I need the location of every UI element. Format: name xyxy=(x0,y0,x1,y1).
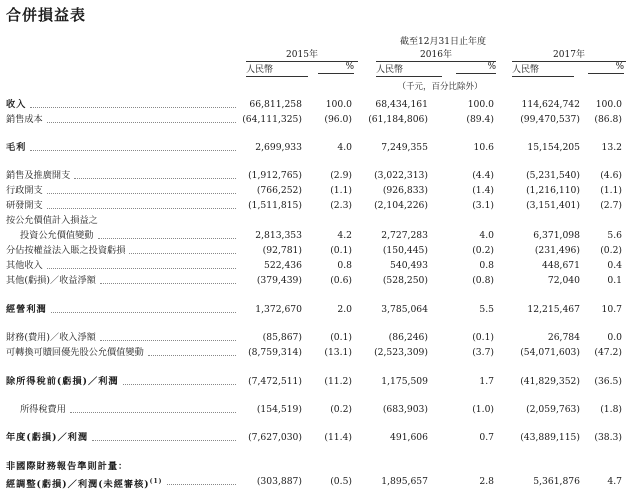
percent-cell-2017: 0.4 xyxy=(607,260,622,271)
dotted-leader xyxy=(74,178,236,179)
currency-header-2015: 人民幣 xyxy=(246,62,308,77)
row-label: 收入 xyxy=(6,99,27,110)
amount-cell-2015: 1,372,670 xyxy=(255,304,302,315)
row-label: 行政開支 xyxy=(6,185,43,196)
table-row xyxy=(0,303,640,317)
amount-cell-2016: (683,903) xyxy=(382,404,428,415)
amount-cell-2016: 2,727,283 xyxy=(381,230,428,241)
table-row xyxy=(0,259,640,273)
amount-cell-2017: (2,059,763) xyxy=(526,404,580,415)
footnote-marker: (1) xyxy=(149,478,163,485)
percent-cell-2017: 10.7 xyxy=(601,304,622,315)
table-row xyxy=(0,403,640,417)
row-label: 銷售成本 xyxy=(6,114,43,125)
percent-cell-2016: (3.1) xyxy=(472,200,494,211)
row-label: 非國際財務報告準則計量： xyxy=(6,461,129,472)
percent-cell-2017: 100.0 xyxy=(595,99,622,110)
percent-cell-2015: (96.0) xyxy=(324,114,352,125)
table-row xyxy=(0,475,640,489)
percent-cell-2015: (0.5) xyxy=(330,476,352,487)
currency-header-2017: 人民幣 xyxy=(512,62,574,77)
percent-cell-2017: (36.5) xyxy=(594,376,622,387)
percent-cell-2017: (38.3) xyxy=(594,432,622,443)
table-row xyxy=(0,141,640,155)
amount-cell-2015: (379,439) xyxy=(256,275,302,286)
year-header-2017: 2017年 xyxy=(512,47,626,62)
row-label: 按公允價值計入損益之 xyxy=(6,215,98,226)
row-label: 毛利 xyxy=(6,142,27,153)
amount-cell-2015: (92,781) xyxy=(262,245,302,256)
amount-cell-2017: (43,889,115) xyxy=(520,432,580,443)
row-label: 分佔按權益法入賬之投資虧損 xyxy=(6,245,126,256)
dotted-leader xyxy=(129,253,236,254)
table-row xyxy=(0,274,640,288)
dotted-leader xyxy=(51,312,236,313)
row-label: 除所得稅前(虧損)／利潤 xyxy=(6,376,119,387)
percent-cell-2016: 1.7 xyxy=(479,376,494,387)
amount-cell-2015: (303,887) xyxy=(256,476,302,487)
percent-cell-2016: (0.1) xyxy=(472,332,494,343)
percent-cell-2015: (13.1) xyxy=(324,347,352,358)
percent-cell-2017: (1.8) xyxy=(600,404,622,415)
percent-cell-2015: (0.1) xyxy=(330,245,352,256)
percent-cell-2015: (1.1) xyxy=(330,185,352,196)
row-label: 經調整(虧損)／利潤(未經審核)$^{(1)}$ xyxy=(6,478,163,491)
amount-cell-2016: (528,250) xyxy=(382,275,428,286)
dotted-leader xyxy=(30,150,236,151)
percent-header-2016: % xyxy=(456,62,496,74)
percent-cell-2016: 0.7 xyxy=(479,432,494,443)
percent-cell-2015: (2.9) xyxy=(330,170,352,181)
amount-cell-2016: 1,895,657 xyxy=(381,476,428,487)
dotted-leader xyxy=(47,122,236,123)
table-row xyxy=(0,113,640,127)
dotted-leader xyxy=(70,412,236,413)
amount-cell-2017: 12,215,467 xyxy=(527,304,580,315)
dotted-leader xyxy=(123,384,236,385)
amount-cell-2016: (2,104,226) xyxy=(374,200,428,211)
amount-cell-2015: 2,813,353 xyxy=(255,230,302,241)
amount-cell-2015: (1,511,815) xyxy=(248,200,302,211)
dotted-leader xyxy=(100,283,236,284)
row-label: 投資公允價值變動 xyxy=(20,230,94,241)
amount-cell-2017: 5,361,876 xyxy=(533,476,580,487)
dotted-leader xyxy=(98,238,236,239)
amount-cell-2016: (2,523,309) xyxy=(374,347,428,358)
year-header-2015: 2015年 xyxy=(246,47,358,62)
table-row xyxy=(0,331,640,345)
table-row xyxy=(0,244,640,258)
amount-cell-2016: (150,445) xyxy=(382,245,428,256)
percent-cell-2016: (0.8) xyxy=(472,275,494,286)
amount-cell-2016: (3,022,313) xyxy=(374,170,428,181)
percent-cell-2017: (47.2) xyxy=(594,347,622,358)
amount-cell-2015: 522,436 xyxy=(264,260,302,271)
amount-cell-2017: (99,470,537) xyxy=(520,114,580,125)
amount-cell-2015: (85,867) xyxy=(262,332,302,343)
percent-cell-2017: 4.7 xyxy=(607,476,622,487)
percent-cell-2015: 4.0 xyxy=(337,142,352,153)
amount-cell-2016: 3,785,064 xyxy=(381,304,428,315)
amount-cell-2016: 1,175,509 xyxy=(381,376,428,387)
percent-cell-2015: (0.2) xyxy=(330,404,352,415)
table-row xyxy=(0,169,640,183)
percent-cell-2017: 0.1 xyxy=(607,275,622,286)
row-label: 經營利潤 xyxy=(6,304,47,315)
amount-cell-2015: (64,111,325) xyxy=(242,114,302,125)
percent-cell-2016: 2.8 xyxy=(479,476,494,487)
amount-cell-2015: 66,811,258 xyxy=(249,99,302,110)
amount-cell-2015: (1,912,765) xyxy=(248,170,302,181)
percent-cell-2017: (4.6) xyxy=(600,170,622,181)
dotted-leader xyxy=(100,340,236,341)
table-row xyxy=(0,431,640,445)
amount-cell-2017: (1,216,110) xyxy=(526,185,580,196)
amount-cell-2017: 114,624,742 xyxy=(521,99,580,110)
percent-cell-2017: 0.0 xyxy=(607,332,622,343)
percent-cell-2015: (11.2) xyxy=(324,376,352,387)
percent-cell-2015: (0.1) xyxy=(330,332,352,343)
percent-cell-2016: (1.4) xyxy=(472,185,494,196)
table-row xyxy=(0,214,640,228)
table-row xyxy=(0,184,640,198)
percent-cell-2016: 5.5 xyxy=(479,304,494,315)
amount-cell-2017: 448,671 xyxy=(542,260,580,271)
table-row xyxy=(0,229,640,243)
percent-cell-2017: 13.2 xyxy=(601,142,622,153)
row-label: 可轉換可贖回優先股公允價值變動 xyxy=(6,347,144,358)
row-label: 年度(虧損)／利潤 xyxy=(6,432,89,443)
amount-cell-2017: 15,154,205 xyxy=(527,142,580,153)
amount-cell-2015: (154,519) xyxy=(256,404,302,415)
percent-cell-2017: (0.2) xyxy=(600,245,622,256)
percent-cell-2015: 4.2 xyxy=(337,230,352,241)
amount-cell-2016: 491,606 xyxy=(390,432,428,443)
dotted-leader xyxy=(47,208,236,209)
table-row xyxy=(0,346,640,360)
percent-cell-2016: (89.4) xyxy=(466,114,494,125)
row-label: 所得稅費用 xyxy=(20,404,66,415)
amount-cell-2017: (41,829,352) xyxy=(520,376,580,387)
amount-cell-2015: 2,699,933 xyxy=(255,142,302,153)
row-label: 研發開支 xyxy=(6,200,43,211)
dotted-leader xyxy=(47,268,236,269)
amount-cell-2017: (3,151,401) xyxy=(526,200,580,211)
table-row xyxy=(0,199,640,213)
percent-cell-2017: (1.1) xyxy=(600,185,622,196)
percent-cell-2017: (2.7) xyxy=(600,200,622,211)
dotted-leader xyxy=(30,107,236,108)
amount-cell-2016: 7,249,355 xyxy=(381,142,428,153)
row-label: 其他(虧損)／收益淨額 xyxy=(6,275,96,286)
percent-cell-2016: 4.0 xyxy=(479,230,494,241)
amount-cell-2016: (61,184,806) xyxy=(368,114,428,125)
unit-note: （千元，百分比除外） xyxy=(397,82,483,92)
amount-cell-2015: (7,627,030) xyxy=(248,432,302,443)
row-label: 銷售及推廣開支 xyxy=(6,170,71,181)
percent-cell-2017: (86.8) xyxy=(594,114,622,125)
amount-cell-2016: 540,493 xyxy=(390,260,428,271)
table-row xyxy=(0,98,640,112)
amount-cell-2017: 26,784 xyxy=(547,332,580,343)
percent-cell-2016: (0.2) xyxy=(472,245,494,256)
amount-cell-2015: (7,472,511) xyxy=(248,376,302,387)
dotted-leader xyxy=(148,355,236,356)
amount-cell-2017: 72,040 xyxy=(547,275,580,286)
percent-cell-2015: 2.0 xyxy=(337,304,352,315)
amount-cell-2015: (8,759,314) xyxy=(248,347,302,358)
amount-cell-2016: 68,434,161 xyxy=(375,99,428,110)
dotted-leader xyxy=(47,193,236,194)
year-header-2016: 2016年 xyxy=(376,47,496,62)
amount-cell-2017: (54,071,603) xyxy=(520,347,580,358)
percent-cell-2016: 0.8 xyxy=(479,260,494,271)
amount-cell-2017: 6,371,098 xyxy=(533,230,580,241)
percent-cell-2015: (2.3) xyxy=(330,200,352,211)
percent-cell-2016: 10.6 xyxy=(473,142,494,153)
percent-cell-2015: (11.4) xyxy=(324,432,352,443)
dotted-leader xyxy=(92,440,236,441)
amount-cell-2016: (86,246) xyxy=(388,332,428,343)
page-title: 合併損益表 xyxy=(6,6,87,24)
percent-cell-2015: 0.8 xyxy=(337,260,352,271)
percent-cell-2016: (1.0) xyxy=(472,404,494,415)
percent-cell-2016: (3.7) xyxy=(472,347,494,358)
percent-header-2015: % xyxy=(318,62,354,74)
percent-cell-2015: 100.0 xyxy=(325,99,352,110)
percent-header-2017: % xyxy=(588,62,624,74)
period-header: 截至12月31日止年度 xyxy=(400,37,486,47)
percent-cell-2016: 100.0 xyxy=(467,99,494,110)
percent-cell-2016: (4.4) xyxy=(472,170,494,181)
table-row xyxy=(0,375,640,389)
dotted-leader xyxy=(167,484,236,485)
table-row xyxy=(0,460,640,474)
amount-cell-2015: (766,252) xyxy=(256,185,302,196)
amount-cell-2017: (5,231,540) xyxy=(526,170,580,181)
row-label: 財務(費用)／收入淨額 xyxy=(6,332,96,343)
percent-cell-2015: (0.6) xyxy=(330,275,352,286)
row-label: 其他收入 xyxy=(6,260,43,271)
amount-cell-2017: (231,496) xyxy=(534,245,580,256)
amount-cell-2016: (926,833) xyxy=(382,185,428,196)
currency-header-2016: 人民幣 xyxy=(376,62,442,77)
percent-cell-2017: 5.6 xyxy=(607,230,622,241)
